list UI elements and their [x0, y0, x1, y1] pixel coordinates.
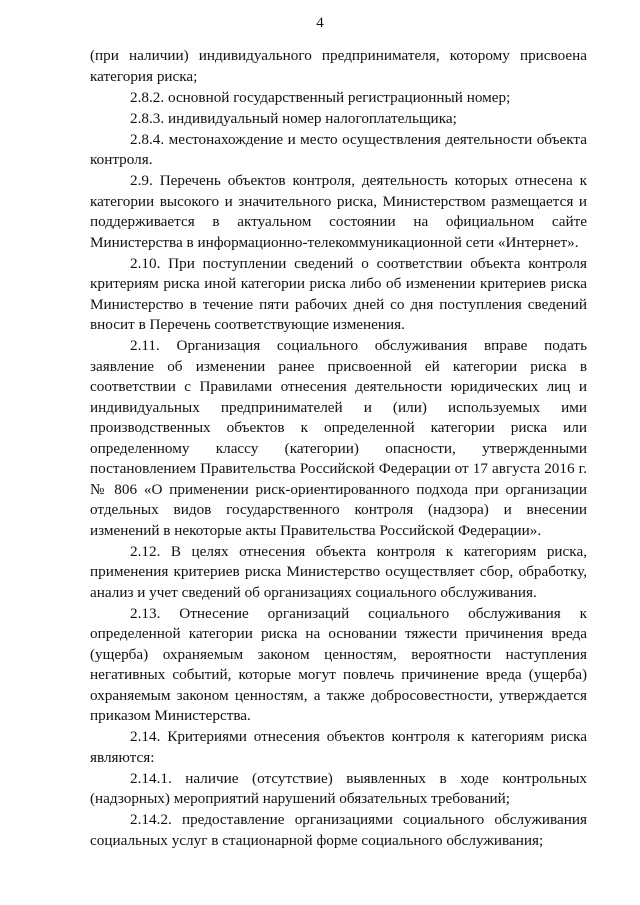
paragraph-2-12: 2.12. В целях отнесения объекта контроля к категориям риска, применения критериев риска Министерство осуществляет сбор, обработку, анализ и учет сведений об организациях социального обслуживания.	[90, 542, 587, 601]
paragraph-2-14: 2.14. Критериями отнесения объектов контроля к категориям риска являются:	[90, 728, 587, 766]
paragraph-2-8-4: 2.8.4. местонахождение и место осуществления деятельности объекта контроля.	[90, 130, 587, 168]
paragraph-2-14-2: 2.14.2. предоставление организациями социального обслуживания социальных услуг в стационарной форме социального обслуживания;	[90, 811, 587, 849]
paragraph-continuation: (при наличии) индивидуального предпринимателя, которому присвоена категория риска;	[90, 47, 587, 85]
paragraph-2-8-2: 2.8.2. основной государственный регистрационный номер;	[130, 88, 511, 106]
paragraph-2-14-1: 2.14.1. наличие (отсутствие) выявленных в ходе контрольных (надзорных) мероприятий нарушений обязательных требований;	[90, 769, 587, 807]
document-body	[90, 46, 587, 852]
paragraph-2-11: 2.11. Организация социального обслуживания вправе подать заявление об изменении ранее присвоенной ей категории риска в соответствии с Правилами отнесения деятельности юридических лиц и индивидуальных предпринимателей и (или) используемых ими производственных объектов к определенной категории риска или определенному классу (категории) опасности, утвержденными постановлением Правительства Российской Федерации от 17 августа 2016 г. № 806 «О применении риск-ориентированного подхода при организации отдельных видов государственного контроля (надзора) и внесении изменений в некоторые акты Правительства Российской Федерации».	[90, 337, 587, 539]
paragraph-2-13: 2.13. Отнесение организаций социального обслуживания к определенной категории риска на основании тяжести причинения вреда (ущерба) охраняемым законом ценностям, вероятности наступления негативных событий, которые могут повлечь причинение вреда (ущерба) охраняемым законом ценностям, а также добросовестности, утверждается приказом Министерства.	[90, 604, 587, 724]
paragraph-2-9: 2.9. Перечень объектов контроля, деятельность которых отнесена к категории высокого и значительного риска, Министерством размещается и поддерживается в актуальном состоянии на официальном сайте Министерства в информационно-телекоммуникационной сети «Интернет».	[90, 172, 587, 251]
paragraph-2-10: 2.10. При поступлении сведений о соответствии объекта контроля критериям риска иной категории риска либо об изменении критериев риска Министерство в течение пяти рабочих дней со дня поступления сведений вносит в Перечень соответствующие изменения.	[90, 254, 587, 333]
page-number: 4	[316, 15, 324, 31]
paragraph-2-8-3: 2.8.3. индивидуальный номер налогоплательщика;	[130, 109, 457, 127]
